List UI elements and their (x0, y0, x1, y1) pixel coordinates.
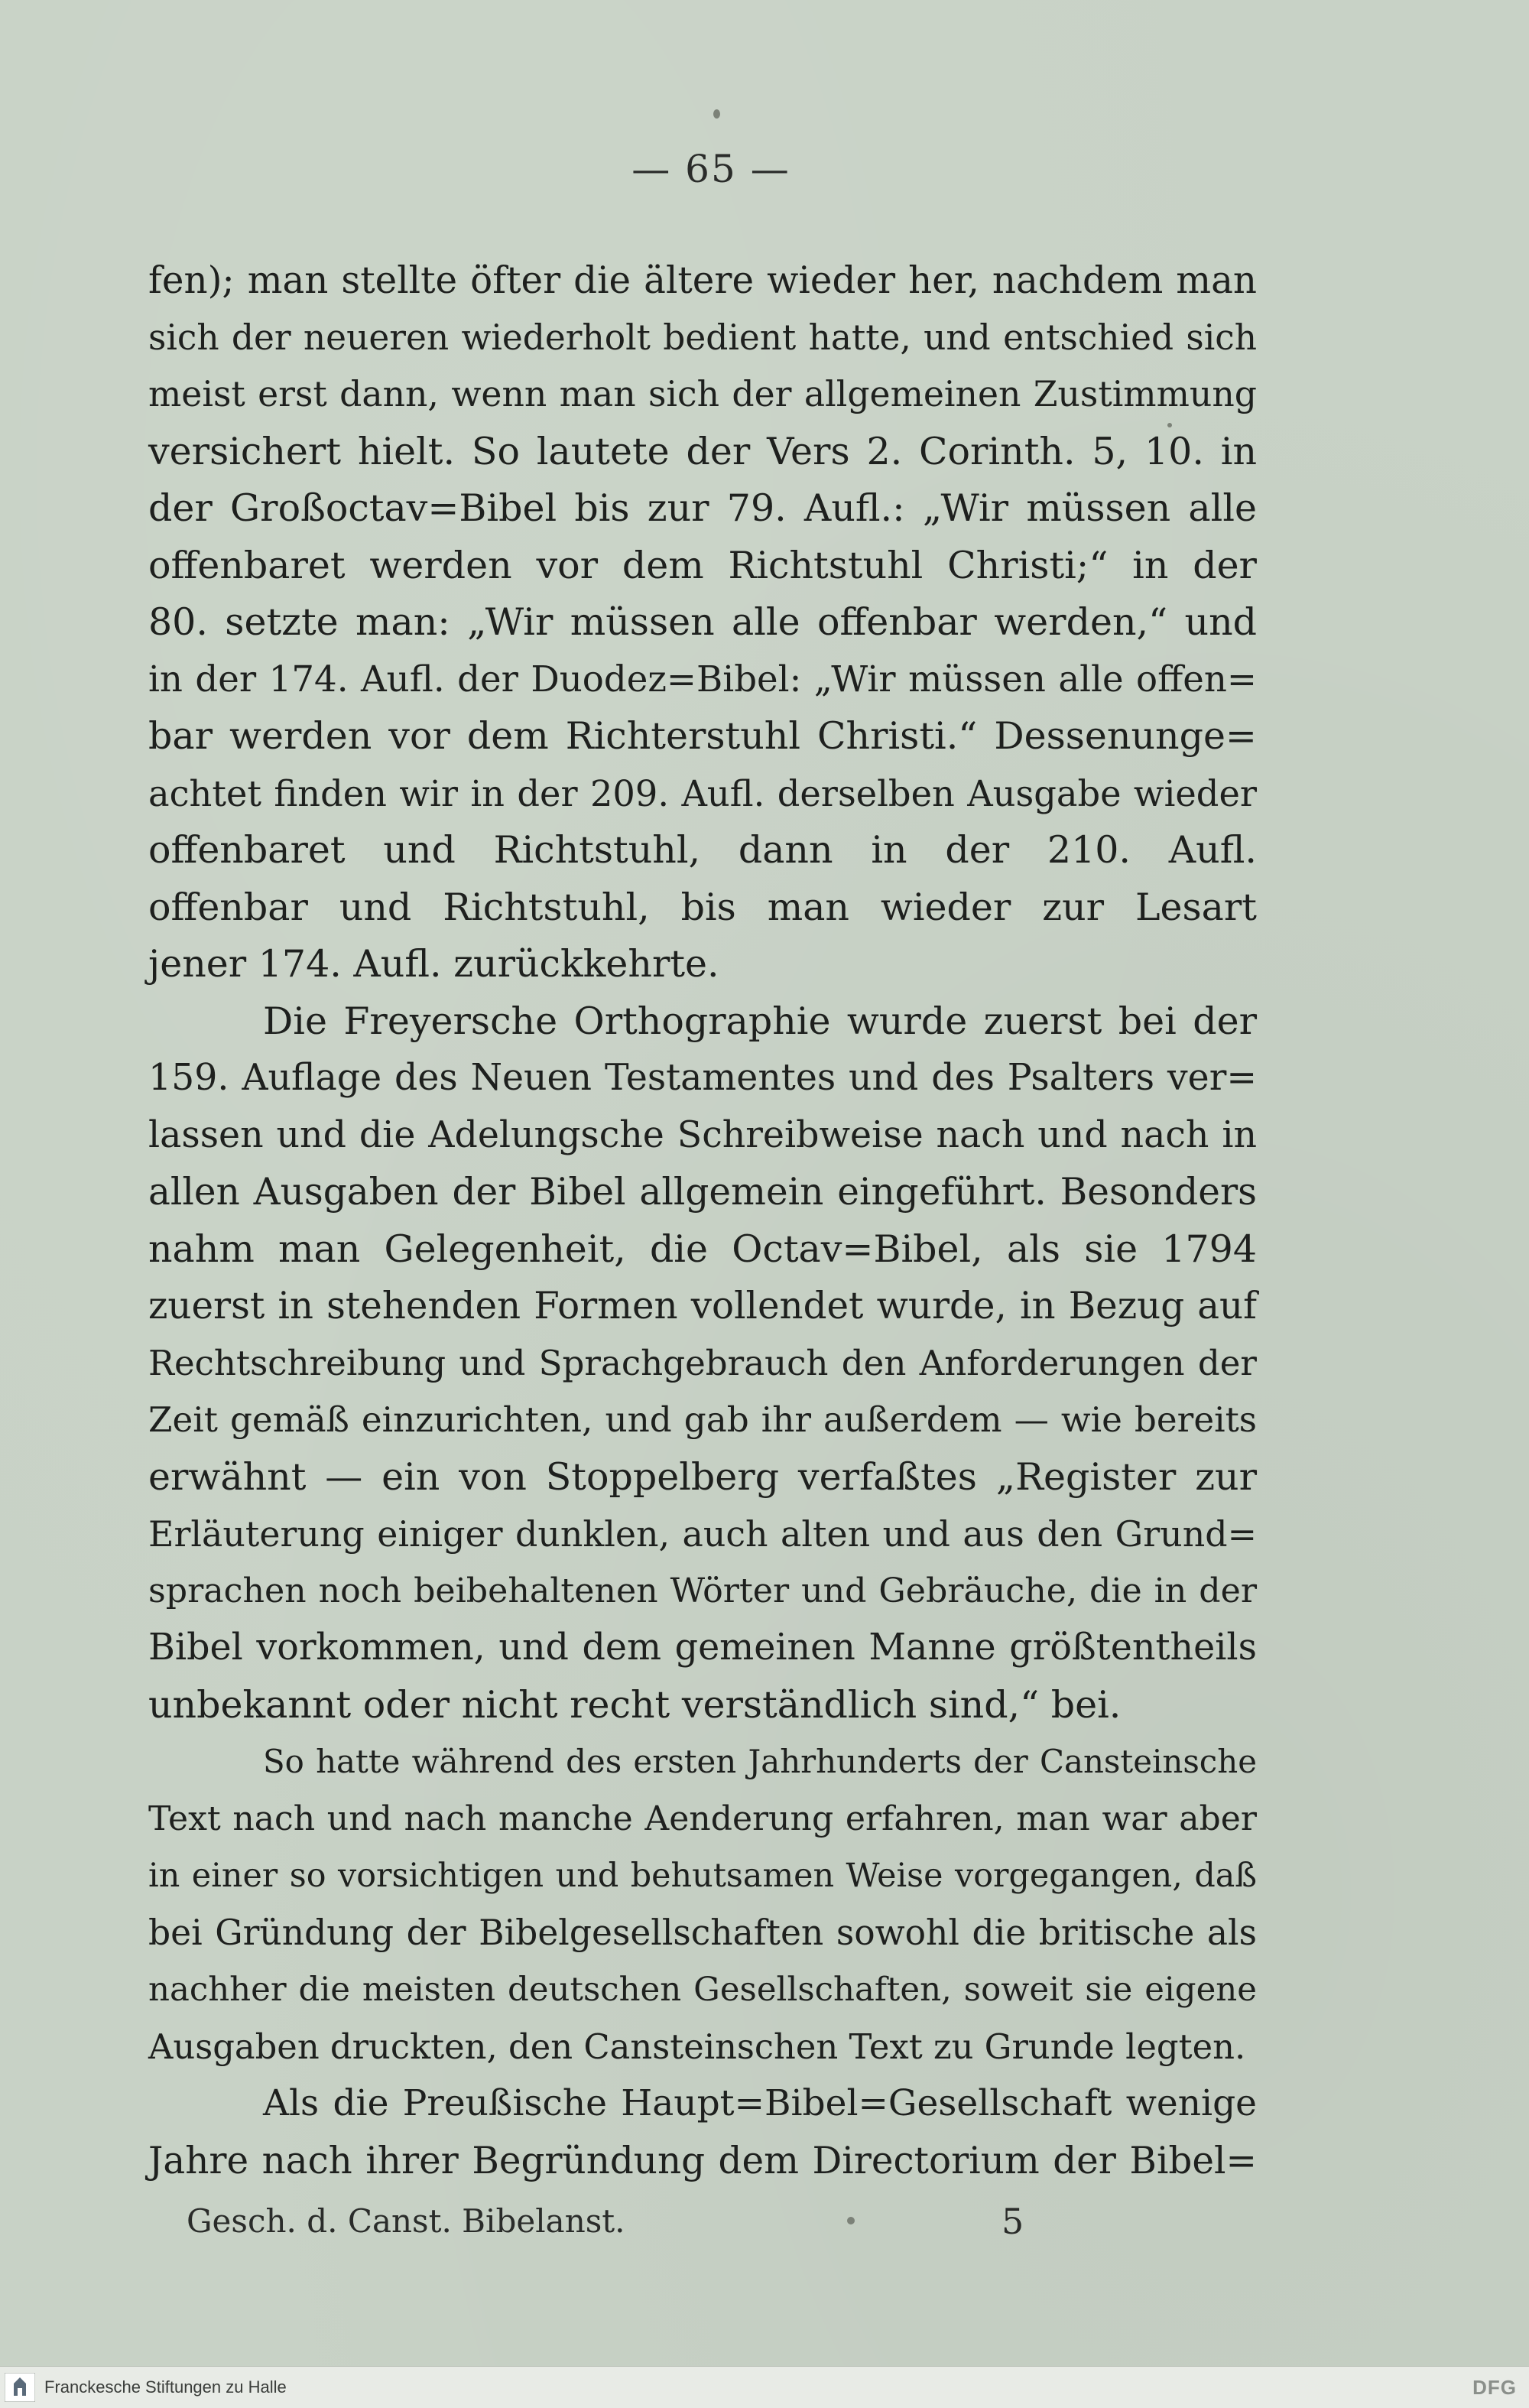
text-line: in einer so vorsichtigen und behutsamen Weise vorgegangen, daß (148, 1857, 1257, 1895)
text-line: meist erst dann, wenn man sich der allgemeinen Zustimmung (148, 374, 1257, 414)
sheet-number: 5 (1001, 2201, 1024, 2242)
text-line: in der 174. Aufl. der Duodez=Bibel: „Wir müssen alle offen= (148, 658, 1257, 700)
text-line: unbekannt oder nicht recht verständlich sind,“ bei. (148, 1682, 1122, 1727)
dfg-logo: DFG (1472, 2376, 1517, 2399)
text-line: Als die Preußische Haupt=Bibel=Gesellschaft wenige (263, 2082, 1257, 2124)
text-line: Die Freyersche Orthographie wurde zuerst bei der (263, 999, 1257, 1043)
text-line: 80. setzte man: „Wir müssen alle offenbar werden,“ und (148, 600, 1257, 644)
text-line: Ausgaben druckten, den Cansteinschen Text zu Grunde legten. (148, 2026, 1246, 2067)
institution-name: Franckesche Stiftungen zu Halle (44, 2377, 287, 2397)
text-line: Bibel vorkommen, und dem gemeinen Manne größtentheils (148, 1626, 1257, 1669)
text-line: Text nach und nach manche Aenderung erfahren, man war aber (148, 1799, 1257, 1838)
text-line: versichert hielt. So lautete der Vers 2. Corinth. 5, 10. in (148, 429, 1257, 473)
text-line: sich der neueren wiederholt bedient hatte, und entschied sich (148, 317, 1257, 358)
text-line: Erläuterung einiger dunklen, auch alten und aus den Grund= (148, 1513, 1257, 1555)
text-line: offenbar und Richtstuhl, bis man wieder zur Lesart (148, 885, 1257, 929)
text-line: 159. Auflage des Neuen Testamentes und des Psalters ver= (148, 1057, 1257, 1099)
text-line: lassen und die Adelungsche Schreibweise nach und nach in (148, 1113, 1257, 1156)
text-line: bar werden vor dem Richterstuhl Christi.“ Dessenunge= (148, 714, 1257, 758)
text-line: achtet finden wir in der 209. Aufl. derselben Ausgabe wieder (148, 772, 1257, 814)
text-line: Jahre nach ihrer Begründung dem Directorium der Bibel= (148, 2139, 1257, 2182)
text-line: offenbaret und Richtstuhl, dann in der 210. Aufl. (148, 828, 1257, 872)
text-line: bei Gründung der Bibelgesellschaften sowohl die britische als (148, 1912, 1257, 1953)
text-line: Zeit gemäß einzurichten, und gab ihr außerdem — wie bereits (148, 1399, 1257, 1440)
text-line: fen); man stellte öfter die ältere wieder her, nachdem man (148, 259, 1257, 302)
viewer-bar (0, 2366, 1529, 2408)
paper-speck (847, 2217, 855, 2224)
body-text (148, 252, 1257, 2189)
text-line: Rechtschreibung und Sprachgebrauch den Anforderungen der (148, 1342, 1257, 1383)
text-line: allen Ausgaben der Bibel allgemein eingeführt. Besonders (148, 1171, 1257, 1214)
page-number-header: — 65 — (631, 147, 790, 191)
text-line: So hatte während des ersten Jahrhunderts der Cansteinsche (263, 1743, 1257, 1780)
text-line: nahm man Gelegenheit, die Octav=Bibel, als sie 1794 (148, 1227, 1257, 1271)
text-line: der Großoctav=Bibel bis zur 79. Aufl.: „Wir müssen alle (148, 486, 1257, 530)
institution-logo-icon (5, 2373, 35, 2402)
paper-speck (713, 109, 720, 119)
text-line: zuerst in stehenden Formen vollendet wurde, in Bezug auf (148, 1285, 1257, 1327)
text-line: offenbaret werden vor dem Richtstuhl Christi;“ in der (148, 543, 1257, 587)
signature-mark: Gesch. d. Canst. Bibelanst. (187, 2202, 625, 2240)
text-line: jener 174. Aufl. zurückkehrte. (148, 942, 719, 986)
text-line: erwähnt — ein von Stoppelberg verfaßtes „Register zur (148, 1454, 1257, 1499)
text-line: nachher die meisten deutschen Gesellschaften, soweit sie eigene (148, 1971, 1257, 2009)
text-line: sprachen noch beibehaltenen Wörter und Gebräuche, die in der (148, 1571, 1257, 1610)
